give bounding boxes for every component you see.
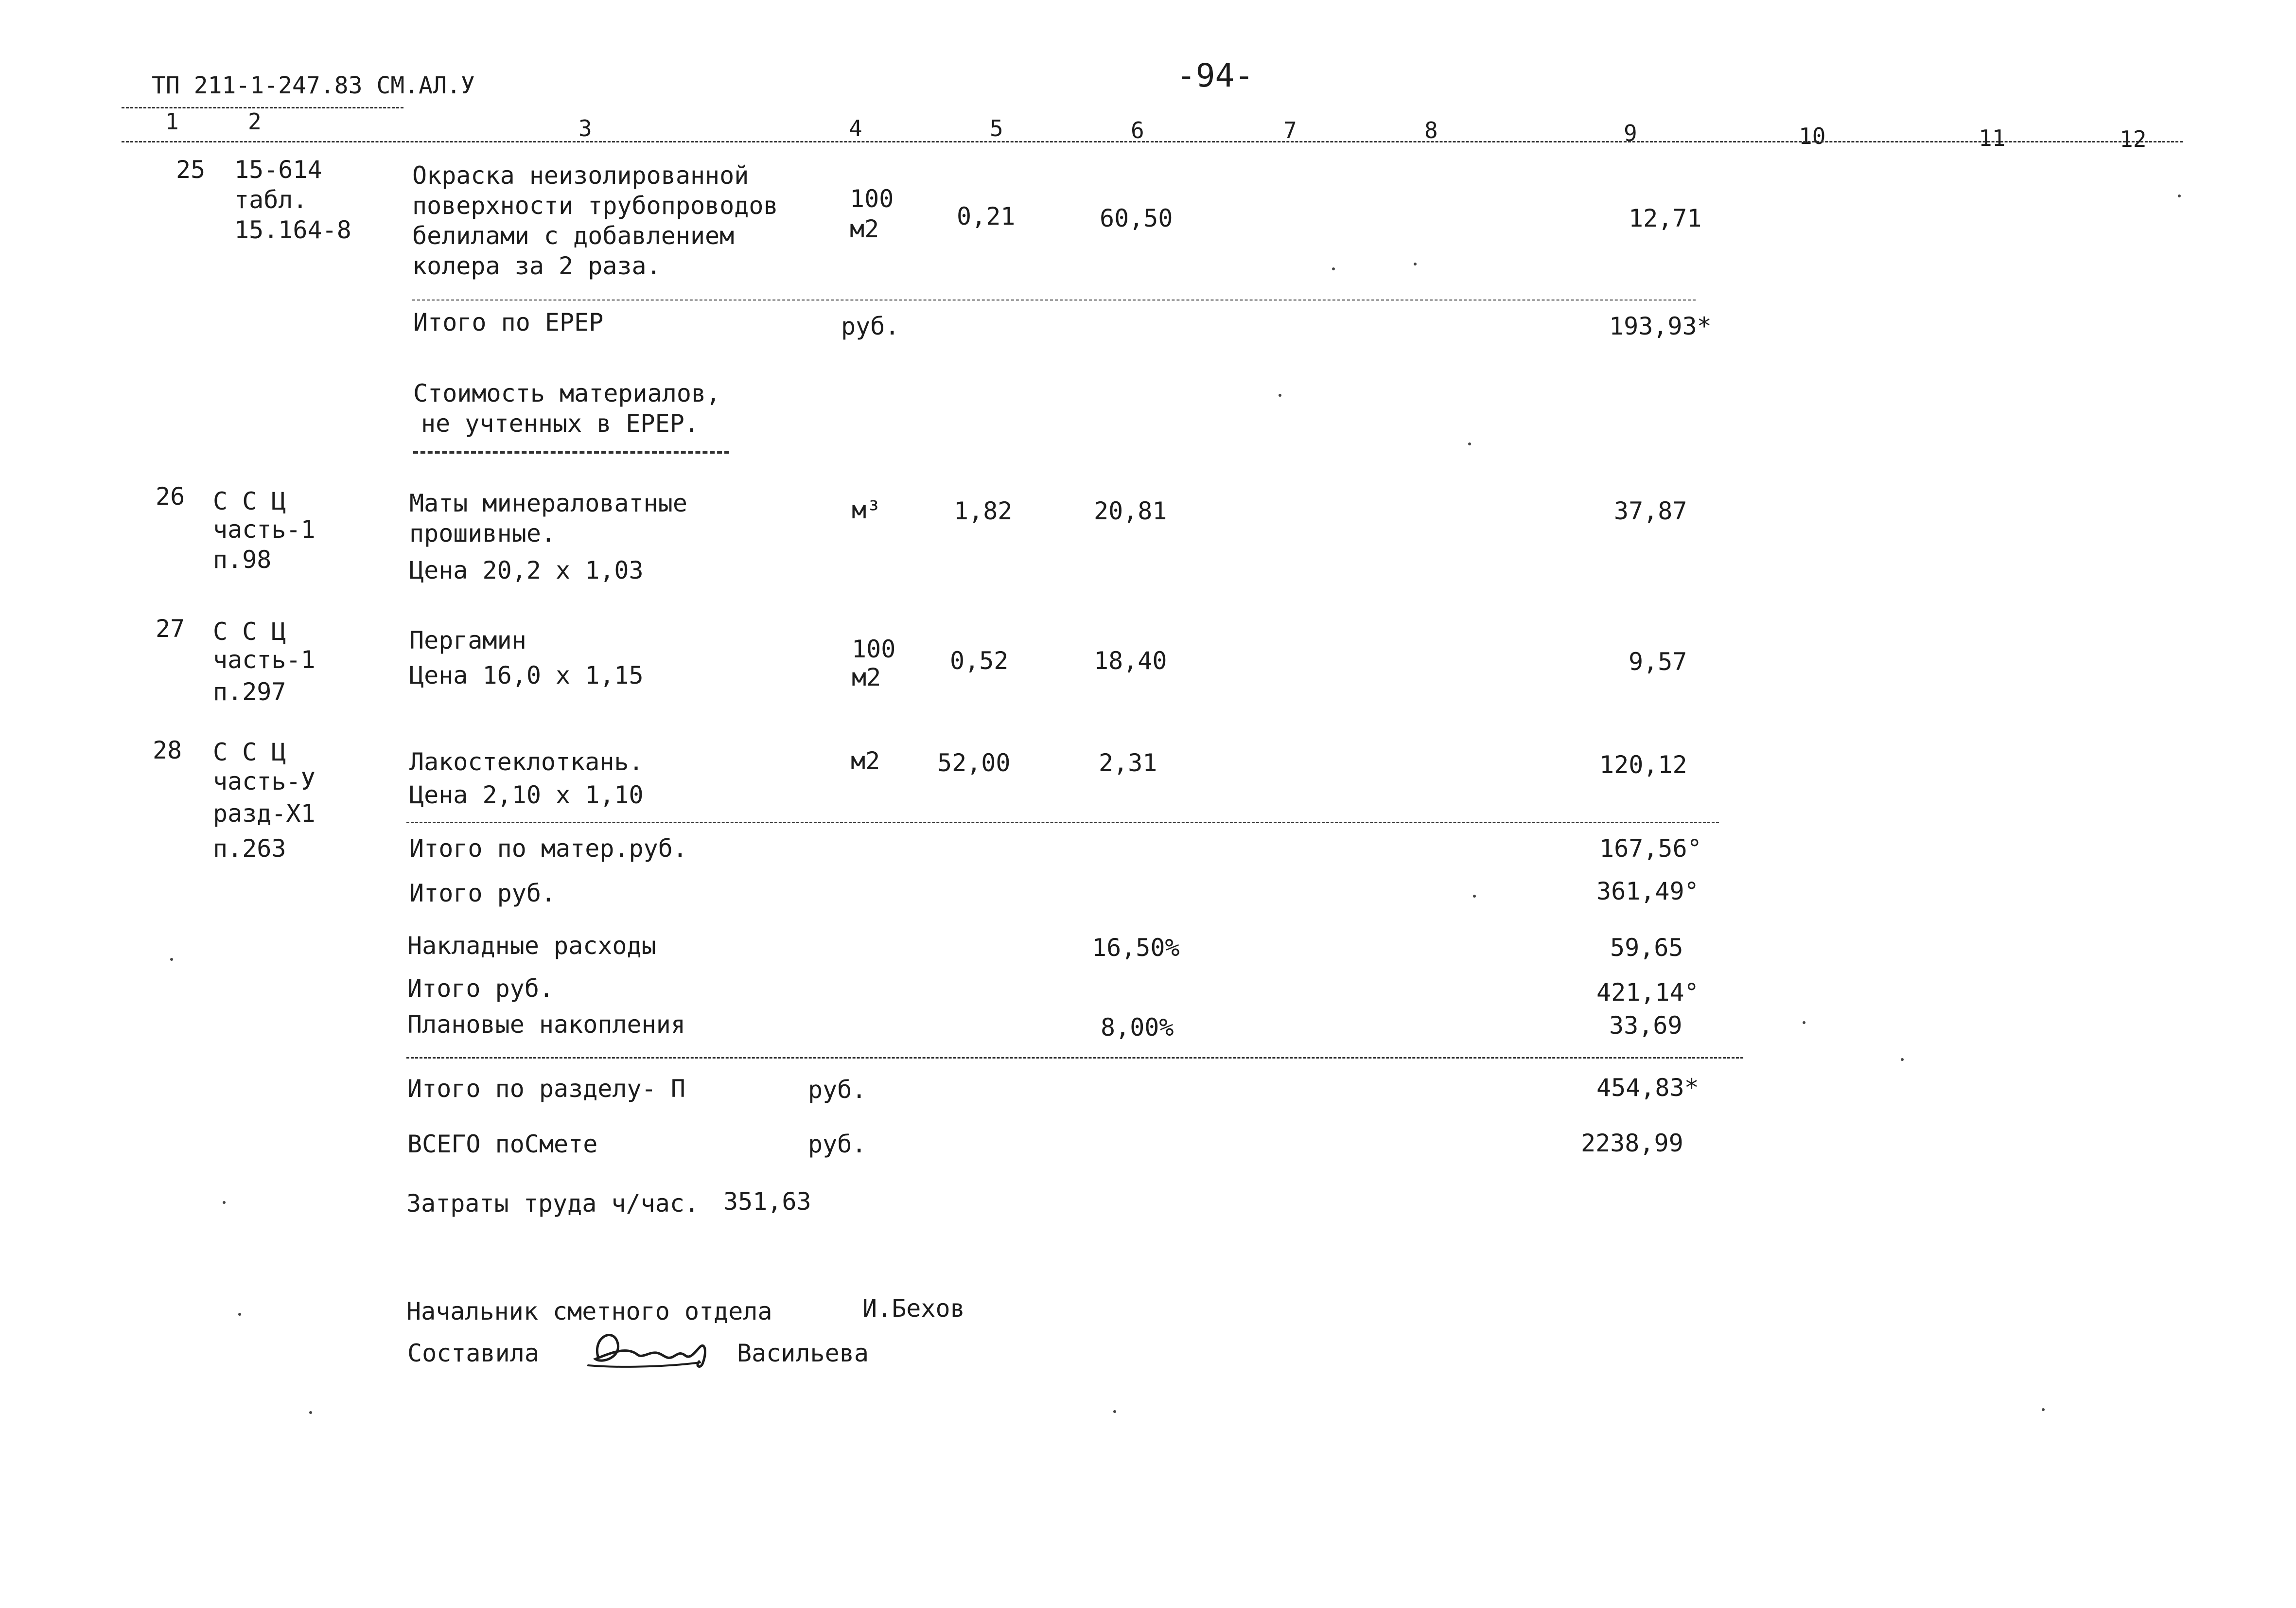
- material-description: Лакостеклоткань.: [409, 748, 644, 776]
- scan-speck: [1901, 1058, 1904, 1061]
- reference: 15-614: [234, 156, 322, 184]
- scan-speck: [1803, 1021, 1805, 1024]
- column-number: 9: [1624, 120, 1637, 146]
- reference: п.263: [213, 834, 286, 863]
- scan-speck: [170, 958, 173, 961]
- unit-price: 60,50: [1100, 204, 1173, 232]
- compiled-by-label: Составила: [407, 1339, 539, 1367]
- section-total-label: Итого по разделу- П: [407, 1075, 685, 1103]
- column-number: 10: [1799, 123, 1826, 149]
- unit-price: 18,40: [1094, 647, 1167, 675]
- column-number: 11: [1979, 125, 2006, 151]
- reference: С С Ц: [213, 738, 286, 766]
- reference: п.297: [213, 678, 286, 706]
- grand-total-label: ВСЕГО поСмете: [407, 1130, 598, 1158]
- column-number: 1: [165, 108, 179, 135]
- summary-value: 361,49°: [1596, 877, 1699, 905]
- labor-value: 351,63: [723, 1187, 811, 1216]
- summary-label: Итого руб.: [409, 879, 556, 907]
- column-number: 8: [1424, 117, 1438, 143]
- handwritten-signature: [583, 1318, 729, 1376]
- scan-speck: [1113, 1410, 1116, 1413]
- head-of-department-name: И.Бехов: [862, 1294, 965, 1323]
- quantity: 0,21: [957, 202, 1016, 230]
- reference: 15.164-8: [234, 216, 351, 244]
- header-rule: [122, 141, 2183, 142]
- unit-price: 20,81: [1094, 497, 1167, 525]
- summary-value: 33,69: [1609, 1011, 1683, 1040]
- unit: м2: [851, 747, 880, 775]
- column-number: 3: [578, 115, 592, 141]
- column-number: 6: [1131, 117, 1144, 143]
- scan-speck: [1332, 267, 1335, 270]
- subtotal-label: Итого по ЕРЕР: [413, 308, 604, 336]
- section-total-value: 454,83*: [1596, 1074, 1699, 1102]
- summary-percent: 8,00%: [1101, 1013, 1174, 1042]
- document-code: ТП 211-1-247.83 СМ.АЛ.У: [152, 72, 475, 99]
- unit: 100: [852, 635, 896, 663]
- reference: С С Ц: [213, 487, 286, 515]
- scan-speck: [238, 1313, 241, 1316]
- scan-speck: [309, 1411, 312, 1414]
- row-number: 26: [156, 482, 185, 511]
- column-number: 12: [2120, 126, 2147, 152]
- quantity: 1,82: [954, 497, 1013, 525]
- row-divider: [406, 822, 1719, 823]
- summary-label: Итого по матер.руб.: [409, 834, 687, 863]
- page-number: -94-: [1176, 57, 1254, 94]
- column-number: 4: [849, 115, 862, 141]
- section-heading: Стоимость материалов,: [413, 379, 721, 407]
- unit: м2: [850, 215, 879, 243]
- material-description: Пергамин: [409, 626, 526, 654]
- row-total: 12,71: [1629, 204, 1702, 232]
- row-total: 37,87: [1614, 497, 1687, 525]
- column-number: 2: [248, 108, 262, 135]
- subtotal-value: 193,93*: [1609, 312, 1712, 340]
- material-description: прошивные.: [409, 519, 556, 548]
- summary-value: 59,65: [1610, 934, 1683, 962]
- scan-speck: [1468, 442, 1471, 445]
- work-description: колера за 2 раза.: [412, 252, 661, 280]
- reference: часть-1: [213, 515, 315, 544]
- summary-label: Плановые накопления: [407, 1010, 685, 1039]
- summary-divider: [406, 1057, 1743, 1059]
- unit: 100: [850, 185, 894, 213]
- scan-speck: [1414, 263, 1417, 265]
- section-heading-underline: [413, 451, 729, 454]
- labor-label: Затраты труда ч/час.: [406, 1189, 700, 1218]
- summary-value: 421,14°: [1596, 978, 1699, 1007]
- work-description: Окраска неизолированной: [412, 161, 749, 190]
- header-rule-top: [122, 107, 403, 108]
- subtotal-unit: руб.: [841, 312, 900, 340]
- section-total-unit: руб.: [808, 1076, 867, 1104]
- column-number: 5: [990, 115, 1003, 141]
- summary-percent: 16,50%: [1092, 934, 1180, 962]
- scan-speck: [2042, 1408, 2045, 1411]
- reference: табл.: [234, 186, 308, 214]
- reference: часть-1: [213, 646, 315, 674]
- head-of-department-label: Начальник сметного отдела: [406, 1297, 772, 1325]
- unit: м2: [852, 663, 881, 691]
- quantity: 0,52: [950, 647, 1009, 675]
- scan-speck: [223, 1201, 226, 1204]
- price-formula: Цена 2,10 х 1,10: [409, 781, 644, 809]
- summary-value: 167,56°: [1599, 834, 1702, 863]
- compiled-by-name: Васильева: [737, 1339, 869, 1367]
- material-description: Маты минераловатные: [409, 489, 687, 517]
- unit-price: 2,31: [1099, 749, 1157, 777]
- scan-speck: [1279, 394, 1281, 397]
- unit: м³: [852, 496, 881, 524]
- work-description: белилами с добавлением: [412, 222, 735, 250]
- row-total: 120,12: [1599, 751, 1687, 779]
- price-formula: Цена 16,0 х 1,15: [409, 661, 644, 689]
- reference: С С Ц: [213, 618, 286, 646]
- scan-speck: [2178, 194, 2181, 197]
- column-number: 7: [1283, 117, 1297, 143]
- summary-label: Накладные расходы: [407, 932, 656, 960]
- work-description: поверхности трубопроводов: [412, 192, 778, 220]
- reference: часть-У: [213, 767, 315, 795]
- quantity: 52,00: [937, 749, 1011, 777]
- row-total: 9,57: [1629, 648, 1687, 676]
- row-number: 25: [176, 156, 206, 184]
- scan-speck: [1473, 895, 1476, 898]
- reference: разд-Х1: [213, 799, 315, 828]
- price-formula: Цена 20,2 х 1,03: [409, 556, 644, 584]
- row-number: 27: [156, 615, 185, 643]
- grand-total-value: 2238,99: [1581, 1129, 1683, 1157]
- section-heading: не учтенных в ЕРЕР.: [421, 409, 699, 438]
- grand-total-unit: руб.: [808, 1130, 867, 1158]
- reference: п.98: [213, 546, 272, 574]
- row-number: 28: [153, 736, 182, 764]
- summary-label: Итого руб.: [407, 974, 554, 1003]
